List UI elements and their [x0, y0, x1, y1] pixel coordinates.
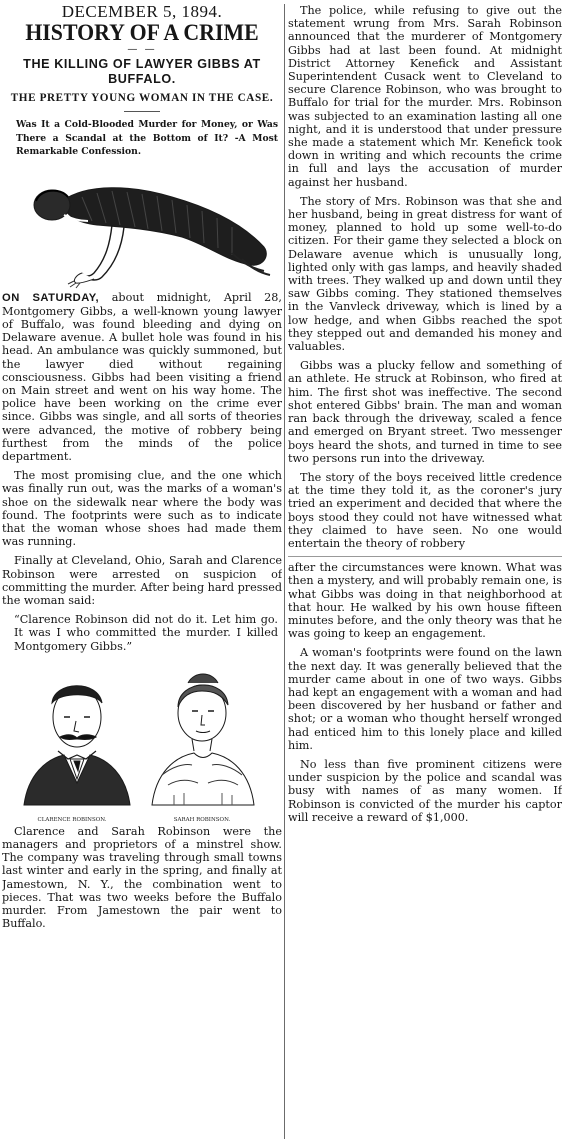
right-paragraph-7: No less than five prominent citizens were under suspicion by the police and scandal was busy with names of as many women. If Robinson is convicted of the murder his captor will receive a reward of $1,000. — [288, 757, 562, 824]
headline: HISTORY OF A CRIME — [25, 20, 259, 45]
article-paragraph-4: Clarence and Sarah Robinson were the managers and proprietors of a minstrel show. The company was traveling through small towns last winter and early in the spring, and finally at Jamestown, N. Y., the combination went to pieces. That was two weeks before the Buffalo murder. From Jamestown the pair went to Buffalo. — [2, 824, 282, 931]
subheadline: THE KILLING OF LAWYER GIBBS AT BUFFALO. — [23, 57, 261, 86]
third-deck: Was It a Cold-Blooded Murder for Money, or Was There a Scandal at the Bottom of It? -A Most Remarkable Confession. — [16, 119, 278, 157]
second-subheadline: THE PRETTY YOUNG WOMAN IN THE CASE. — [10, 92, 274, 104]
caption-clarence: CLARENCE ROBINSON. — [37, 816, 107, 823]
paragraph-1-text: about midnight, April 28, Montgomery Gibbs, a well-known young lawyer of Buffalo, was found bleeding and dying on Delaware avenue. A bullet hole was found in his head. An ambulance was quickly summoned, but the lawyer died without regaining consciousness. Gibbs had been visiting a friend on Main street and went on his way home. The police have been working on the crime ever since. Gibbs was single, and all sorts of theories were advanced, the motive of robbery being furthest from the minds of the police department. — [2, 290, 282, 463]
right-paragraph-2: The story of Mrs. Robinson was that she and her husband, being in great distress for want of money, planned to hold up some well-to-do citizen. For their game they selected a block on Delaware avenue which is unusually long, lighted only with gas lamps, and heavily shaded with trees. They walked up and down until they saw Gibbs coming. They stationed themselves in the Vanvleck driveway, which is lined by a low hedge, and when Gibbs reached the spot they stepped out and demanded his money and valuables. — [288, 194, 562, 354]
column-divider — [284, 4, 285, 1139]
deck-rule — [124, 111, 160, 112]
caption-sarah: SARAH ROBINSON. — [173, 816, 231, 823]
right-paragraph-1: The police, while refusing to give out the statement wrung from Mrs. Sarah Robinson announced that the murderer of Montgomery Gibbs had at last been found. At midnight District Attorney Kenefick and Assistant Superintendent Cusack went to Cleveland to secure Clarence Robinson, who was brought to Buffalo for trial for the murder. Mrs. Robinson was subjected to an examination lasting all one night, and it is understood that under pressure she made a statement which Mr. Kenefick took down in writing and which recounts the crime in full and lays the accusation of murder against her husband. — [288, 4, 562, 189]
right-paragraph-6: A woman's footprints were found on the lawn the next day. It was generally believed that the murder came about in one of two ways. Gibbs had kept an engagement with a woman and had been discovered by her husband or father and shot; or a woman who thought herself wronged had enticed him to this lonely place and killed him. — [288, 646, 562, 752]
victim-illustration — [2, 163, 276, 291]
lead-word: ON SATURDAY, — [2, 291, 100, 304]
confession-quote: “Clarence Robinson did not do it. Let him go. It was I who committed the murder. I killed Montgomery Gibbs.” — [14, 613, 278, 653]
dateline: DECEMBER 5, 1894. — [61, 2, 223, 21]
right-column — [288, 0, 562, 1143]
portraits-illustration — [2, 655, 278, 825]
article-paragraph-2: The most promising clue, and the one which was finally run out, was the marks of a woman's shoe on the sidewalk near where the body was found. The footprints were such as to indicate that the woman whose shoes had made them was running. — [2, 469, 282, 549]
headline-dash: — — — [127, 44, 157, 55]
article-paragraph-1 — [2, 291, 282, 464]
left-column — [2, 0, 282, 1143]
article-paragraph-3: Finally at Cleveland, Ohio, Sarah and Clarence Robinson were arrested on suspicion of committing the murder. After being hard pressed the woman said: — [2, 554, 282, 607]
section-rule — [288, 556, 562, 557]
right-paragraph-3: Gibbs was a plucky fellow and something of an athlete. He struck at Robinson, who fired at him. The first shot was ineffective. The second shot entered Gibbs' brain. The man and woman ran back through the driveway, scaled a fence and emerged on Bryant street. Two messenger boys heard the shots, and turned in time to see two persons run into the driveway. — [288, 359, 562, 465]
right-paragraph-5: after the circumstances were known. What was then a mystery, and will probably remain one, is what Gibbs was doing in that neighborhood at that hour. He walked by his own house fifteen minutes before, and the only theory was that he was going to keep an engagement. — [288, 561, 562, 641]
right-paragraph-4: The story of the boys received little credence at the time they told it, as the coroner's jury tried an experiment and decided that where the boys stood they could not have witnessed what they claimed to have seen. No one would entertain the theory of robbery — [288, 470, 562, 550]
